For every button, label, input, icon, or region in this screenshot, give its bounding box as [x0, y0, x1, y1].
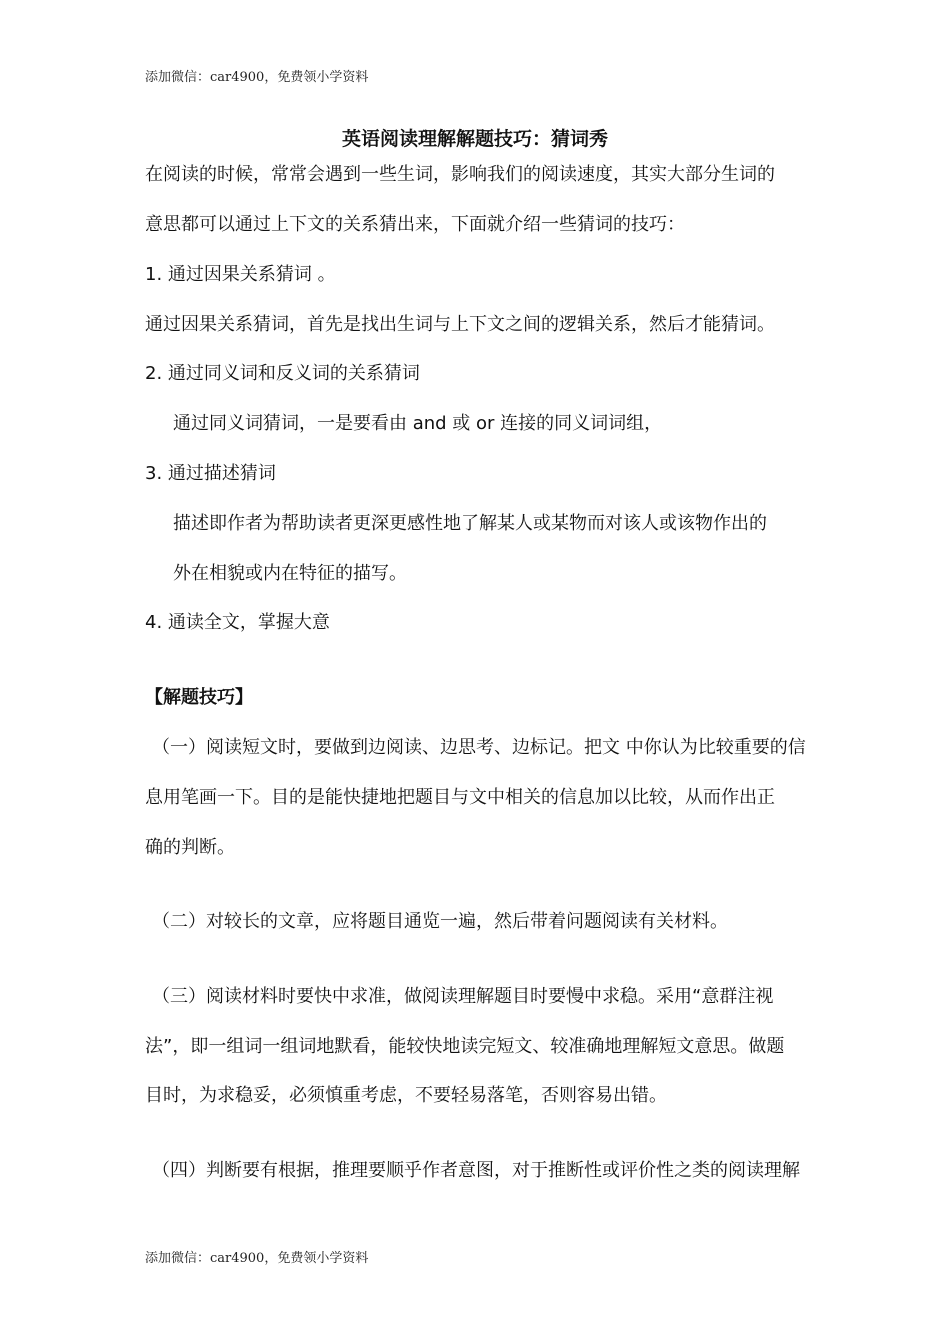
paragraph-line: （二）对较长的文章，应将题目通览一遍，然后带着问题阅读有关材料。	[152, 911, 728, 932]
tip-heading: 4. 通读全文，掌握大意	[145, 612, 330, 633]
section-heading: 【解题技巧】	[145, 687, 253, 708]
intro-line: 意思都可以通过上下文的关系猜出来，下面就介绍一些猜词的技巧：	[145, 214, 685, 235]
tip-heading: 3. 通过描述猜词	[145, 463, 276, 484]
document-title: 英语阅读理解解题技巧：猜词秀	[341, 128, 608, 150]
paragraph-line: （三）阅读材料时要快中求准，做阅读理解题目时要慢中求稳。采用“意群注视	[152, 986, 774, 1007]
tip-heading: 1. 通过因果关系猜词 。	[145, 264, 336, 285]
tip-body-line: 外在相貌或内在特征的描写。	[173, 563, 407, 584]
paragraph-line: （四）判断要有根据，推理要顺乎作者意图，对于推断性或评价性之类的阅读理解	[152, 1160, 800, 1181]
paragraph-line: 法”，即一组词一组词地默看，能较快地读完短文、较准确地理解短文意思。做题	[145, 1036, 785, 1057]
paragraph-line: 目时，为求稳妥，必须慎重考虑，不要轻易落笔，否则容易出错。	[145, 1085, 667, 1106]
page-footer: 添加微信：car4900，免费领小学资料	[145, 1251, 369, 1266]
tip-body-line: 通过同义词猜词，一是要看由 and 或 or 连接的同义词词组，	[173, 413, 663, 434]
tip-heading: 2. 通过同义词和反义词的关系猜词	[145, 363, 420, 384]
tip-body-line: 通过因果关系猜词，首先是找出生词与上下文之间的逻辑关系，然后才能猜词。	[145, 314, 775, 335]
paragraph-line: 息用笔画一下。目的是能快捷地把题目与文中相关的信息加以比较，从而作出正	[145, 787, 775, 808]
paragraph-line: 确的判断。	[145, 837, 235, 858]
tip-body-line: 描述即作者为帮助读者更深更感性地了解某人或某物而对该人或该物作出的	[173, 513, 767, 534]
intro-line: 在阅读的时候，常常会遇到一些生词，影响我们的阅读速度，其实大部分生词的	[145, 164, 775, 185]
paragraph-line: （一）阅读短文时，要做到边阅读、边思考、边标记。把文 中你认为比较重要的信	[152, 737, 806, 758]
page-header: 添加微信：car4900，免费领小学资料	[145, 70, 369, 85]
